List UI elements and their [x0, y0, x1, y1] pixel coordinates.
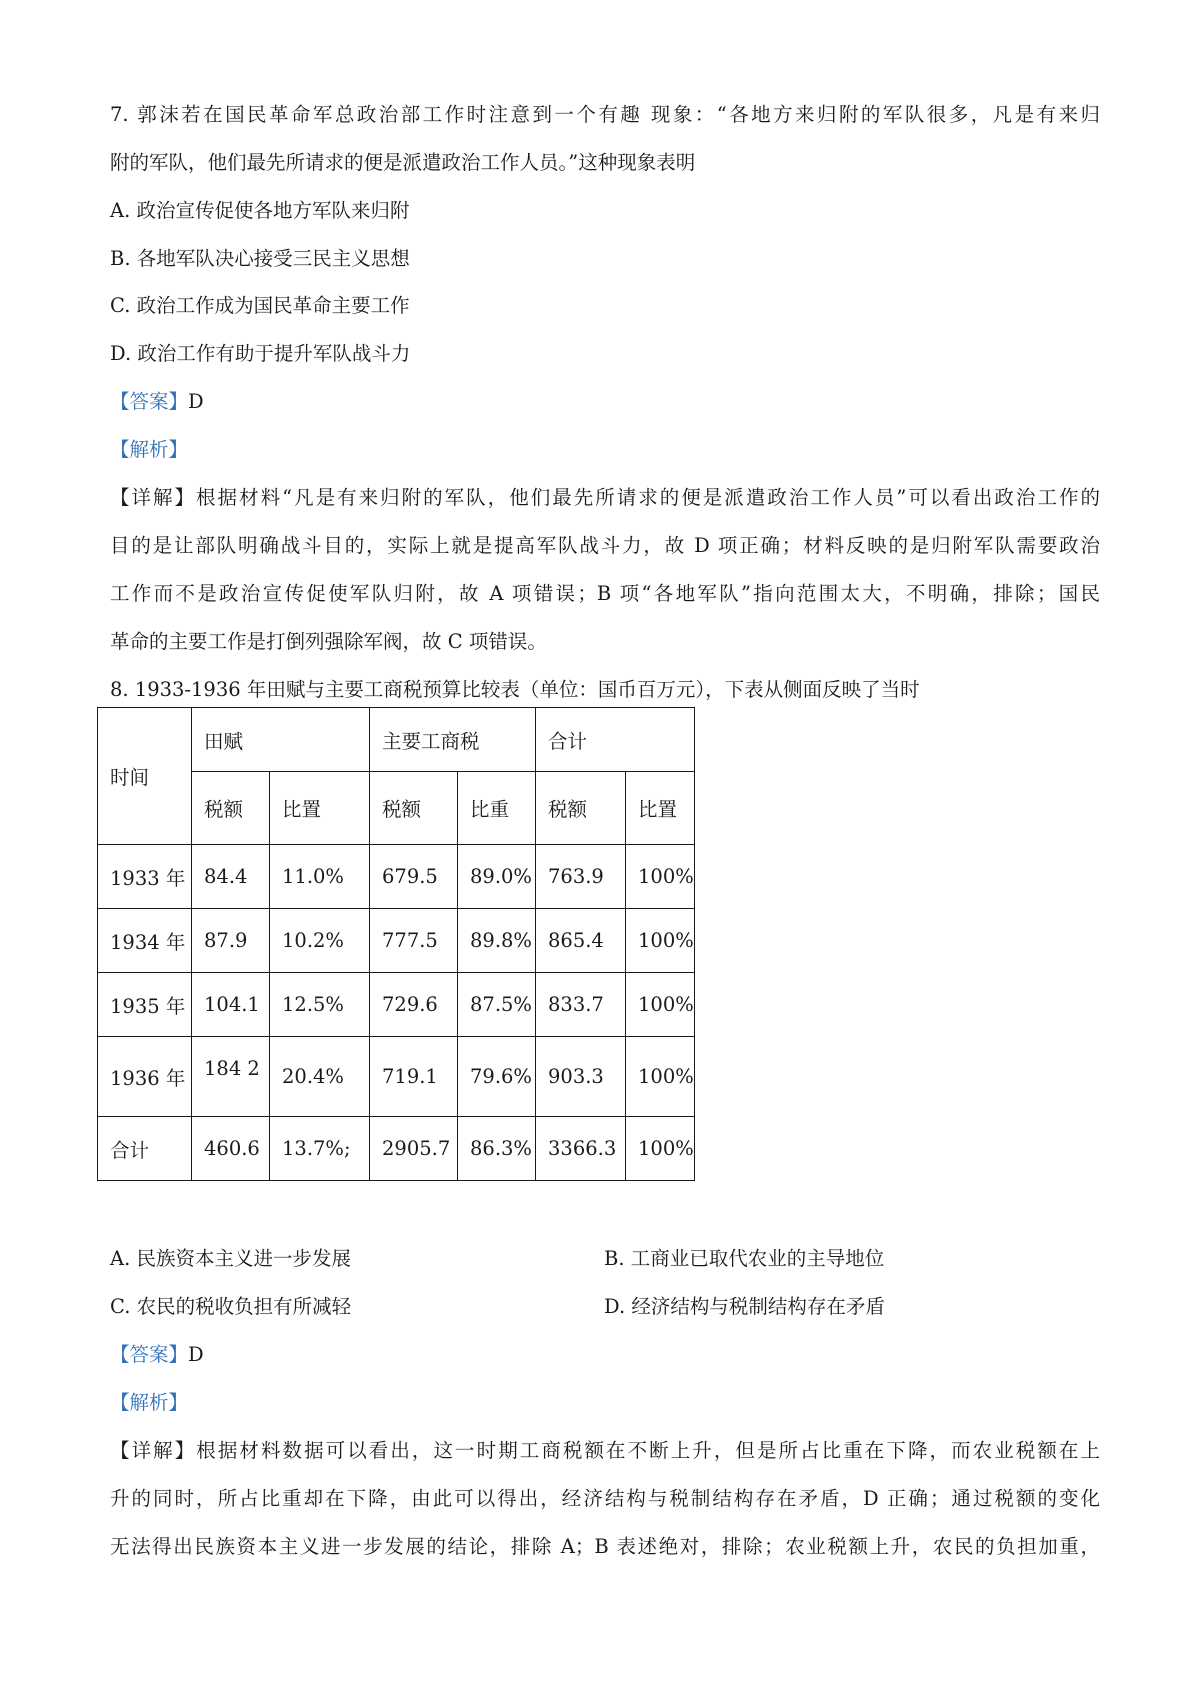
time-header: 时间	[98, 708, 192, 845]
table-cell: 89.8%	[458, 909, 536, 973]
q8-option-a: A. 民族资本主义进一步发展	[110, 1247, 351, 1270]
q7-detail-line4: 革命的主要工作是打倒列强除军阀，故 C 项错误。	[110, 630, 547, 653]
table-cell: 12.5%	[270, 973, 370, 1037]
q8-detail-line3: 无法得出民族资本主义进一步发展的结论，排除 A；B 表述绝对，排除；农业税额上升，农民的负担加重，	[110, 1535, 1100, 1558]
group-header-commerce-tax: 主要工商税	[370, 708, 536, 772]
sub-header: 税额	[370, 772, 458, 845]
table-cell: 100%	[626, 1037, 695, 1117]
q7-analysis-tag	[110, 437, 188, 463]
answer-tag: 【答案】	[110, 390, 189, 413]
table-cell: 11.0%	[270, 845, 370, 909]
table-cell: 20.4%	[270, 1037, 370, 1117]
table-cell: 184 2	[192, 1037, 270, 1117]
q7-option-c: C. 政治工作成为国民革命主要工作	[110, 294, 410, 317]
table-cell: 763.9	[536, 845, 626, 909]
table-row	[98, 845, 695, 909]
q8-option-d: D. 经济结构与税制结构存在矛盾	[604, 1295, 885, 1318]
table-cell: 84.4	[192, 845, 270, 909]
table-cell: 87.9	[192, 909, 270, 973]
table-cell: 合计	[98, 1117, 192, 1181]
sub-header: 税额	[192, 772, 270, 845]
table-cell: 13.7%;	[270, 1117, 370, 1181]
detail-tag: 【详解】	[110, 1439, 197, 1462]
table-cell: 833.7	[536, 973, 626, 1037]
table-cell: 1936 年	[98, 1037, 192, 1117]
table-cell: 1933 年	[98, 845, 192, 909]
table-row	[98, 1117, 695, 1181]
group-header-total: 合计	[536, 708, 695, 772]
table-cell: 86.3%	[458, 1117, 536, 1181]
table-row	[98, 909, 695, 973]
table-cell: 79.6%	[458, 1037, 536, 1117]
table-cell: 1934 年	[98, 909, 192, 973]
answer-value: D	[188, 1343, 204, 1366]
answer-value: D	[188, 390, 204, 413]
tax-budget-table	[97, 707, 695, 1181]
detail-text: 根据材料“凡是有来归附的军队，他们最先所请求的便是派遣政治工作人员”可以看出政治工作的	[196, 486, 1100, 509]
table-cell: 100%	[626, 973, 695, 1037]
table-cell: 100%	[626, 845, 695, 909]
sub-header: 比置	[626, 772, 695, 845]
table-cell: 100%	[626, 909, 695, 973]
detail-tag: 【详解】	[110, 486, 197, 509]
table-cell: 100%	[626, 1117, 695, 1181]
table-row	[98, 1037, 695, 1117]
sub-header: 比置	[270, 772, 370, 845]
q8-analysis-tag	[110, 1390, 188, 1416]
table-cell: 719.1	[370, 1037, 458, 1117]
table-cell: 89.0%	[458, 845, 536, 909]
table-cell: 903.3	[536, 1037, 626, 1117]
analysis-tag: 【解析】	[110, 438, 189, 461]
table-cell: 777.5	[370, 909, 458, 973]
q8-stem: 8. 1933-1936 年田赋与主要工商税预算比较表（单位：国币百万元），下表从侧面反映了当时	[110, 678, 920, 701]
q7-option-d: D. 政治工作有助于提升军队战斗力	[110, 342, 411, 365]
q8-answer	[110, 1342, 204, 1368]
sub-header: 比重	[458, 772, 536, 845]
answer-tag: 【答案】	[110, 1343, 189, 1366]
group-header-land-tax: 田赋	[192, 708, 370, 772]
q8-option-b: B. 工商业已取代农业的主导地位	[604, 1247, 885, 1270]
table-cell: 729.6	[370, 973, 458, 1037]
table-header-row	[98, 708, 695, 772]
table-cell: 460.6	[192, 1117, 270, 1181]
q7-option-a: A. 政治宣传促使各地方军队来归附	[110, 199, 410, 222]
q8-option-c: C. 农民的税收负担有所减轻	[110, 1295, 352, 1318]
table-cell: 104.1	[192, 973, 270, 1037]
table-cell: 87.5%	[458, 973, 536, 1037]
table-cell: 865.4	[536, 909, 626, 973]
table-cell: 2905.7	[370, 1117, 458, 1181]
q8-detail-line2: 升的同时，所占比重却在下降，由此可以得出，经济结构与税制结构存在矛盾，D 正确；通过税额的变化	[110, 1487, 1100, 1510]
q8-detail-line1	[110, 1438, 1100, 1464]
table-cell: 679.5	[370, 845, 458, 909]
q7-answer	[110, 389, 204, 415]
table-row	[98, 973, 695, 1037]
sub-header: 税额	[536, 772, 626, 845]
detail-text: 根据材料数据可以看出，这一时期工商税额在不断上升，但是所占比重在下降，而农业税额在上	[196, 1439, 1100, 1462]
table-cell: 1935 年	[98, 973, 192, 1037]
q7-detail-line1	[110, 485, 1100, 511]
table-cell: 10.2%	[270, 909, 370, 973]
q7-option-b: B. 各地军队决心接受三民主义思想	[110, 247, 410, 270]
table-cell: 3366.3	[536, 1117, 626, 1181]
q7-detail-line3: 工作而不是政治宣传促使军队归附，故 A 项错误；B 项“各地军队”指向范围太大，不明确，排除；国民	[110, 582, 1100, 605]
analysis-tag: 【解析】	[110, 1391, 189, 1414]
q7-detail-line2: 目的是让部队明确战斗目的，实际上就是提高军队战斗力，故 D 项正确；材料反映的是归附军队需要政治	[110, 534, 1100, 557]
q7-stem-line1: 7. 郭沫若在国民革命军总政治部工作时注意到一个有趣 现象：“各地方来归附的军队很多，凡是有来归	[110, 103, 1100, 126]
q7-stem-line2: 附的军队，他们最先所请求的便是派遣政治工作人员。”这种现象表明	[110, 151, 696, 174]
